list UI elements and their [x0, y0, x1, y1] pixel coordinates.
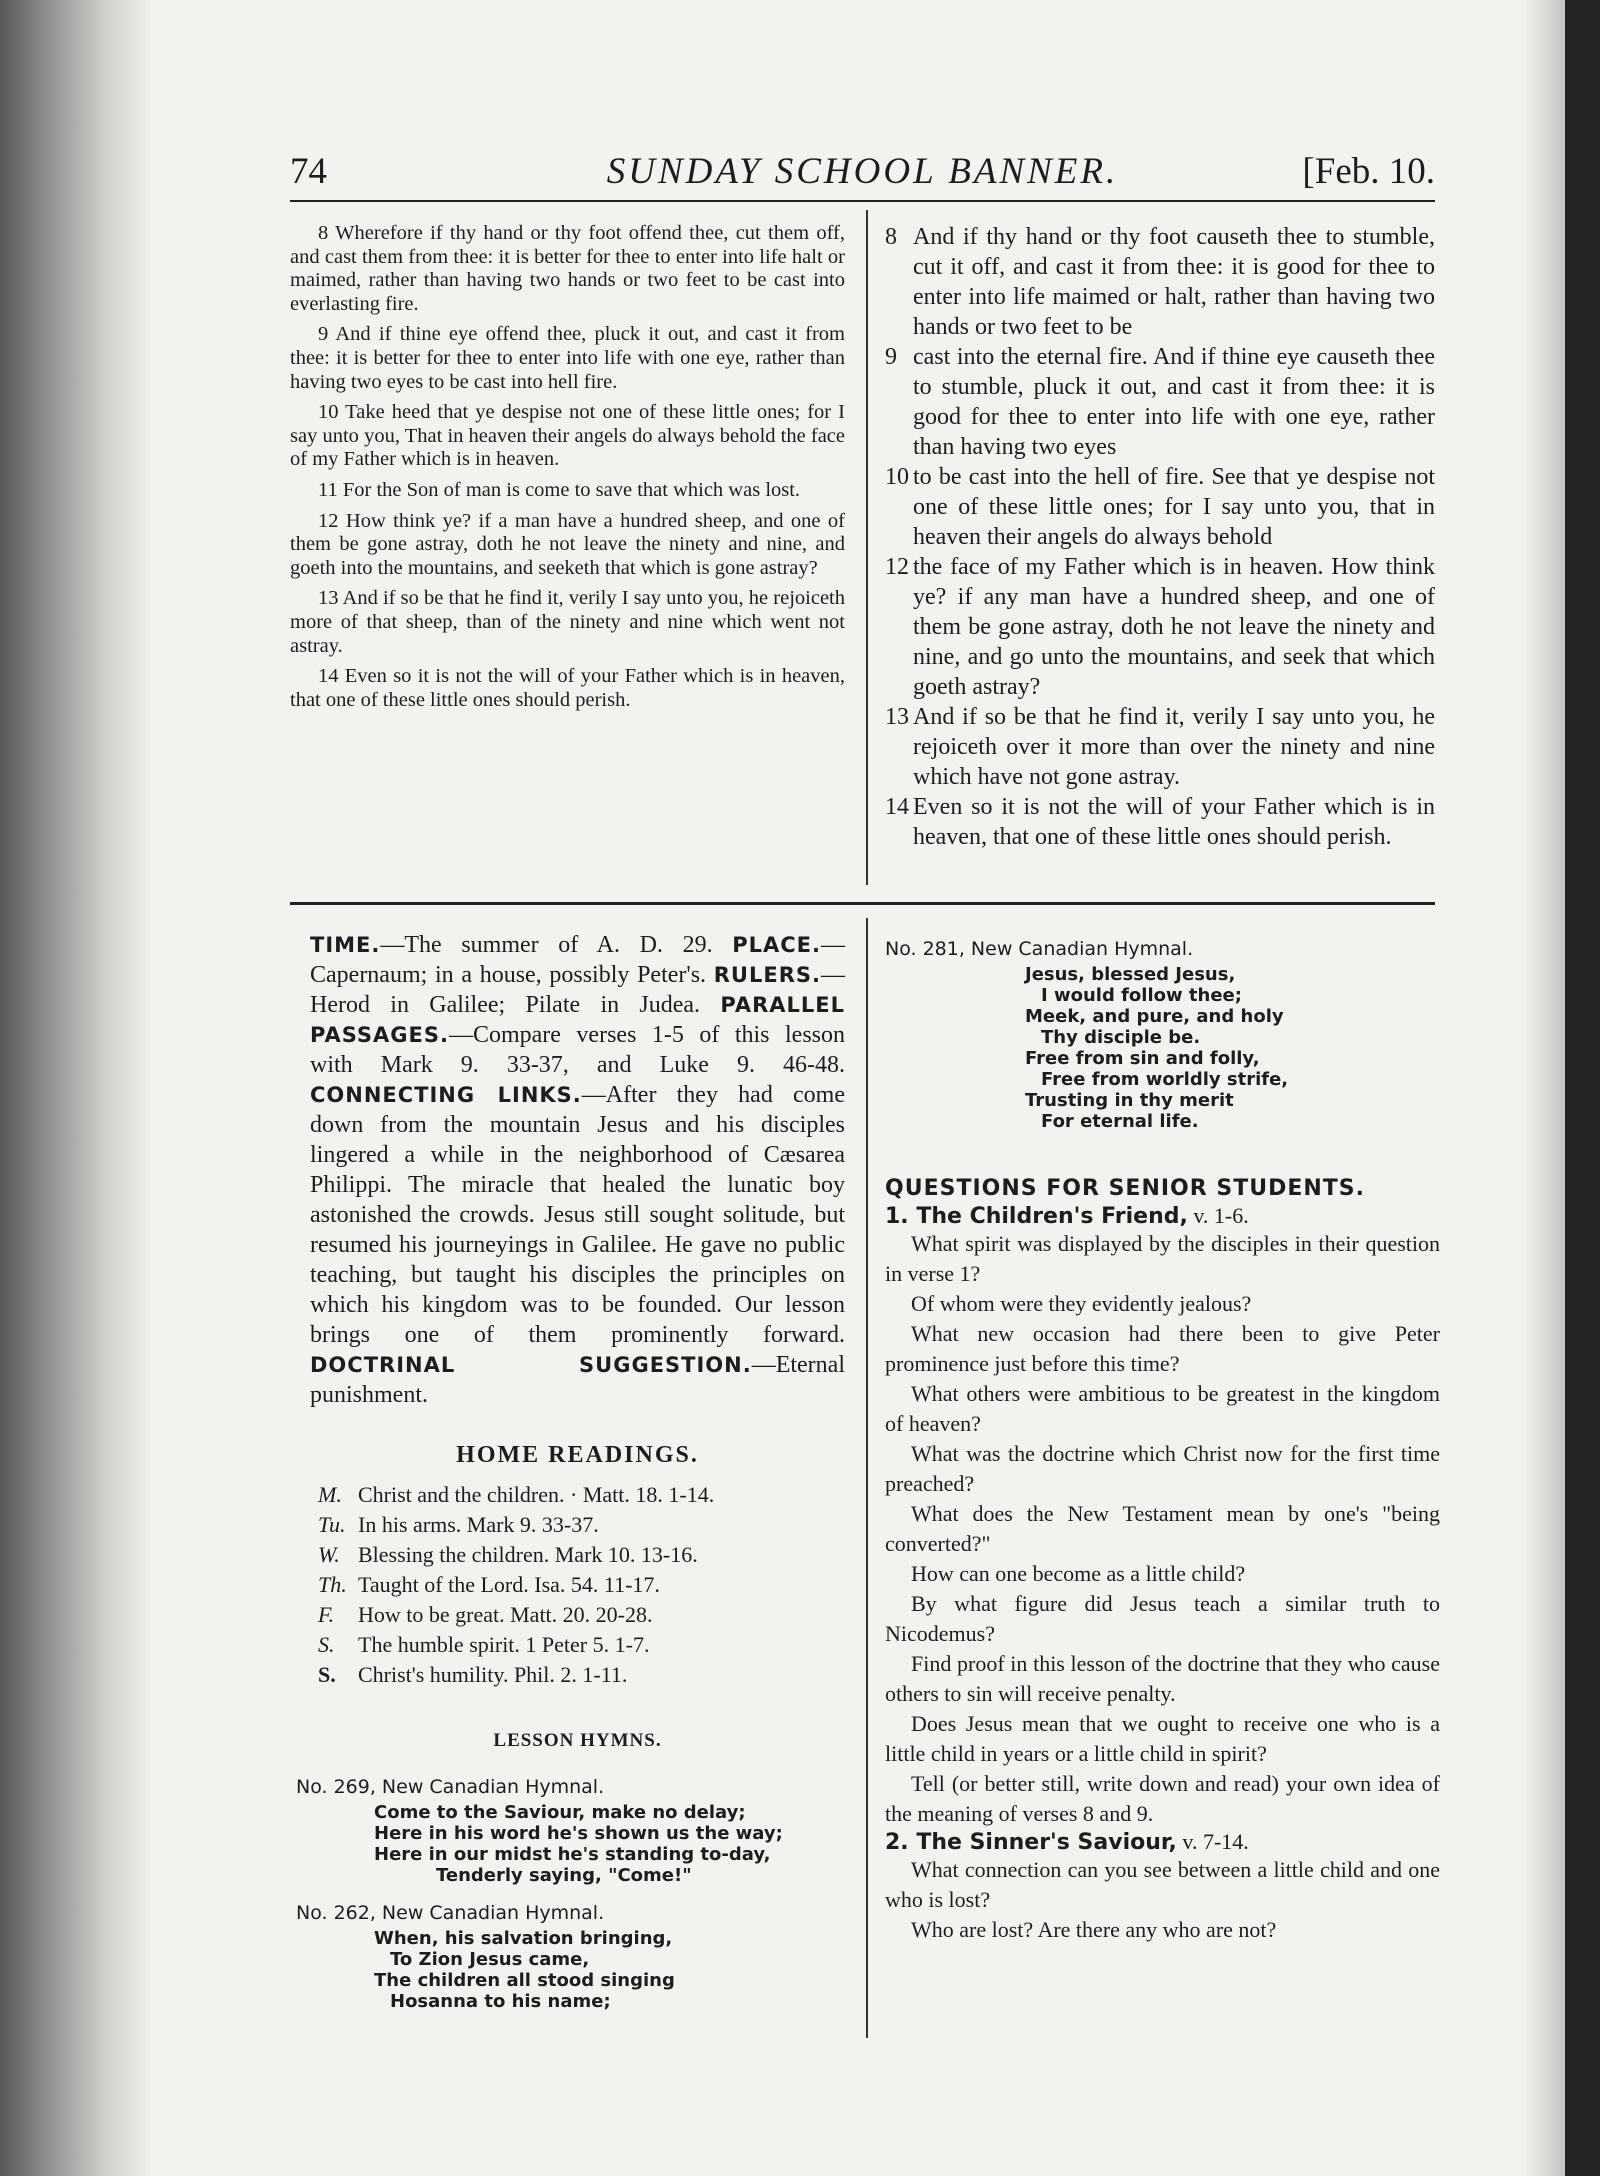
question: Of whom were they evidently jealous?: [911, 1291, 1252, 1316]
question: Tell (or better still, write down and read) your own idea of the meaning of verses 8 and 9.: [885, 1771, 1440, 1826]
reading-item: M. Christ and the children. · Matt. 18. 1-14.: [318, 1482, 715, 1507]
lesson-notes-paragraph: TIME.—The summer of A. D. 29. PLACE.—Capernaum; in a house, possibly Peter's. RULERS.—Herod in Galilee; Pilate in Judea. PARALLEL PASSAGES.—Compare verses 1-5 of this lesson with Mark 9. 33-37, and Luke 9. 46-48. CONNECTING LINKS.—After they had come down from the mountain Jesus and his disciples lingered a while in the neighborhood of Cæsarea Philippi. The miracle that healed the lunatic boy astonished the crowds. Jesus still sought solitude, but resumed his journeyings in Galilee. He gave no public teaching, but taught his disciples the principles on which his kingdom was to be founded. Our lesson brings one of them prominently forward. DOCTRINAL SUGGESTION.—Eternal punishment.: [310, 932, 846, 1408]
page-number: 74: [290, 151, 327, 192]
reading-item: F. How to be great. Matt. 20. 20-28.: [318, 1602, 653, 1627]
page-edge-shadow: [0, 0, 150, 2176]
right-gutter: [1526, 0, 1565, 2176]
page-header: [290, 150, 1435, 200]
lesson-hymns-title: LESSON HYMNS.: [493, 1730, 662, 1751]
hymn-281-lines: Jesus, blessed Jesus, I would follow thee; Meek, and pure, and holy Thy disciple be. Free from sin and folly, Free from worldly strife, Trusting in thy merit For eternal life.: [1025, 964, 1289, 1132]
question: What spirit was displayed by the disciples in their question in verse 1?: [885, 1231, 1440, 1286]
home-readings-list: [310, 1480, 845, 1690]
questions-column: [885, 938, 1440, 1945]
rv-verse: 10 to be cast into the hell of fire. See that ye despise not one of these little ones; for I say unto you, that in heaven their angels do always behold: [885, 464, 1435, 550]
lesson-notes-column: [296, 930, 846, 2012]
issue-date: [Feb. 10.: [1302, 151, 1435, 192]
rv-verse: 13 And if so be that he find it, verily I say unto you, he rejoiceth over it more than over the ninety and nine which have not gone astray.: [885, 704, 1435, 790]
hymn-262-lines: When, his salvation bringing, To Zion Jesus came, The children all stood singing Hosanna to his name;: [374, 1928, 675, 2012]
verse-9: 9 And if thine eye offend thee, pluck it out, and cast it from thee: it is better for thee to enter into life with one eye, rather than having two eyes to be cast into hell fire.: [290, 323, 845, 393]
question: What does the New Testament mean by one's "being converted?": [885, 1501, 1440, 1556]
hymn-262-number: No. 262, New Canadian Hymnal.: [296, 1902, 605, 1924]
question: What others were ambitious to be greatest in the kingdom of heaven?: [885, 1381, 1440, 1436]
question: Find proof in this lesson of the doctrine that they who cause others to sin will receive penalty.: [885, 1651, 1440, 1706]
reading-item: W. Blessing the children. Mark 10. 13-16.: [318, 1542, 698, 1567]
questions-title: QUESTIONS FOR SENIOR STUDENTS.: [885, 1176, 1365, 1201]
verse-10: 10 Take heed that ye despise not one of these little ones; for I say unto you, That in heaven their angels do always behold the face of my Father which is in heaven.: [290, 401, 845, 471]
section-1-heading: 1. The Children's Friend, v. 1-6.: [885, 1203, 1249, 1229]
rv-verse: 12 the face of my Father which is in heaven. How think ye? if any man have a hundred sheep, and one of them be gone astray, doth he not leave the ninety and nine, and go unto the mountains, and seek that which goeth astray?: [885, 554, 1435, 700]
rv-verse: 14 Even so it is not the will of your Father which is in heaven, that one of these little ones should perish.: [885, 794, 1435, 850]
reading-item: Th. Taught of the Lord. Isa. 54. 11-17.: [318, 1572, 660, 1597]
hymn-269-number: No. 269, New Canadian Hymnal.: [296, 1776, 605, 1798]
rv-verse: 9 cast into the eternal fire. And if thine eye causeth thee to stumble, pluck it out, and cast it from thee: it is good for thee to enter into life with one eye, rather than having two eyes: [885, 344, 1435, 460]
column-divider-bottom: [866, 918, 868, 2038]
rv-verse: 8 And if thy hand or thy foot causeth thee to stumble, cut it off, and cast it from thee: it is good for thee to enter into life maimed or halt, rather than having two hands or two feet to be: [885, 224, 1435, 340]
hymn-269-lines: Come to the Saviour, make no delay; Here in his word he's shown us the way; Here in our midst he's standing to-day, Tenderly saying, "Come!": [374, 1802, 783, 1886]
question: What was the doctrine which Christ now for the first time preached?: [885, 1441, 1440, 1496]
verse-12: 12 How think ye? if a man have a hundred sheep, and one of them be gone astray, doth he not leave the ninety and nine, and goeth into the mountains, and seeketh that which is gone astray?: [290, 509, 845, 579]
question: What new occasion had there been to give Peter prominence just before this time?: [885, 1321, 1440, 1376]
header-rule: [290, 200, 1435, 202]
question: What connection can you see between a little child and one who is lost?: [885, 1857, 1440, 1912]
hymn-281-number: No. 281, New Canadian Hymnal.: [885, 938, 1194, 960]
verse-11: 11 For the Son of man is come to save that which was lost.: [318, 478, 801, 501]
home-readings-title: HOME READINGS.: [456, 1442, 699, 1468]
reading-item: S. Christ's humility. Phil. 2. 1-11.: [318, 1662, 628, 1687]
reading-item: Tu. In his arms. Mark 9. 33-37.: [318, 1512, 599, 1537]
question: How can one become as a little child?: [911, 1561, 1246, 1586]
question: Who are lost? Are there any who are not?: [911, 1917, 1277, 1942]
question: By what figure did Jesus teach a similar truth to Nicodemus?: [885, 1591, 1440, 1646]
authorized-version-column: [290, 222, 845, 719]
right-binding-edge: [1565, 0, 1600, 2176]
verse-14: 14 Even so it is not the will of your Father which is in heaven, that one of these little ones should perish.: [290, 665, 845, 711]
reading-item: S. The humble spirit. 1 Peter 5. 1-7.: [318, 1632, 650, 1657]
running-title: SUNDAY SCHOOL BANNER.: [606, 151, 1119, 192]
section-1-questions: [885, 1229, 1440, 1829]
question: Does Jesus mean that we ought to receive one who is a little child in years or a little child in spirit?: [885, 1711, 1440, 1766]
verse-13: 13 And if so be that he find it, verily I say unto you, he rejoiceth more of that sheep, than of the ninety and nine which went not astray.: [290, 587, 845, 657]
column-divider-top: [866, 210, 868, 885]
section-rule: [290, 902, 1435, 905]
verse-8: 8 Wherefore if thy hand or thy foot offend thee, cut them off, and cast them from thee: it is better for thee to enter into life halt or maimed, rather than having two hands or two feet to be cast into everlasting fire.: [290, 222, 845, 315]
section-2-heading: 2. The Sinner's Saviour, v. 7-14.: [885, 1829, 1249, 1855]
section-2-questions: [885, 1855, 1440, 1945]
revised-version-column: [885, 222, 1435, 852]
